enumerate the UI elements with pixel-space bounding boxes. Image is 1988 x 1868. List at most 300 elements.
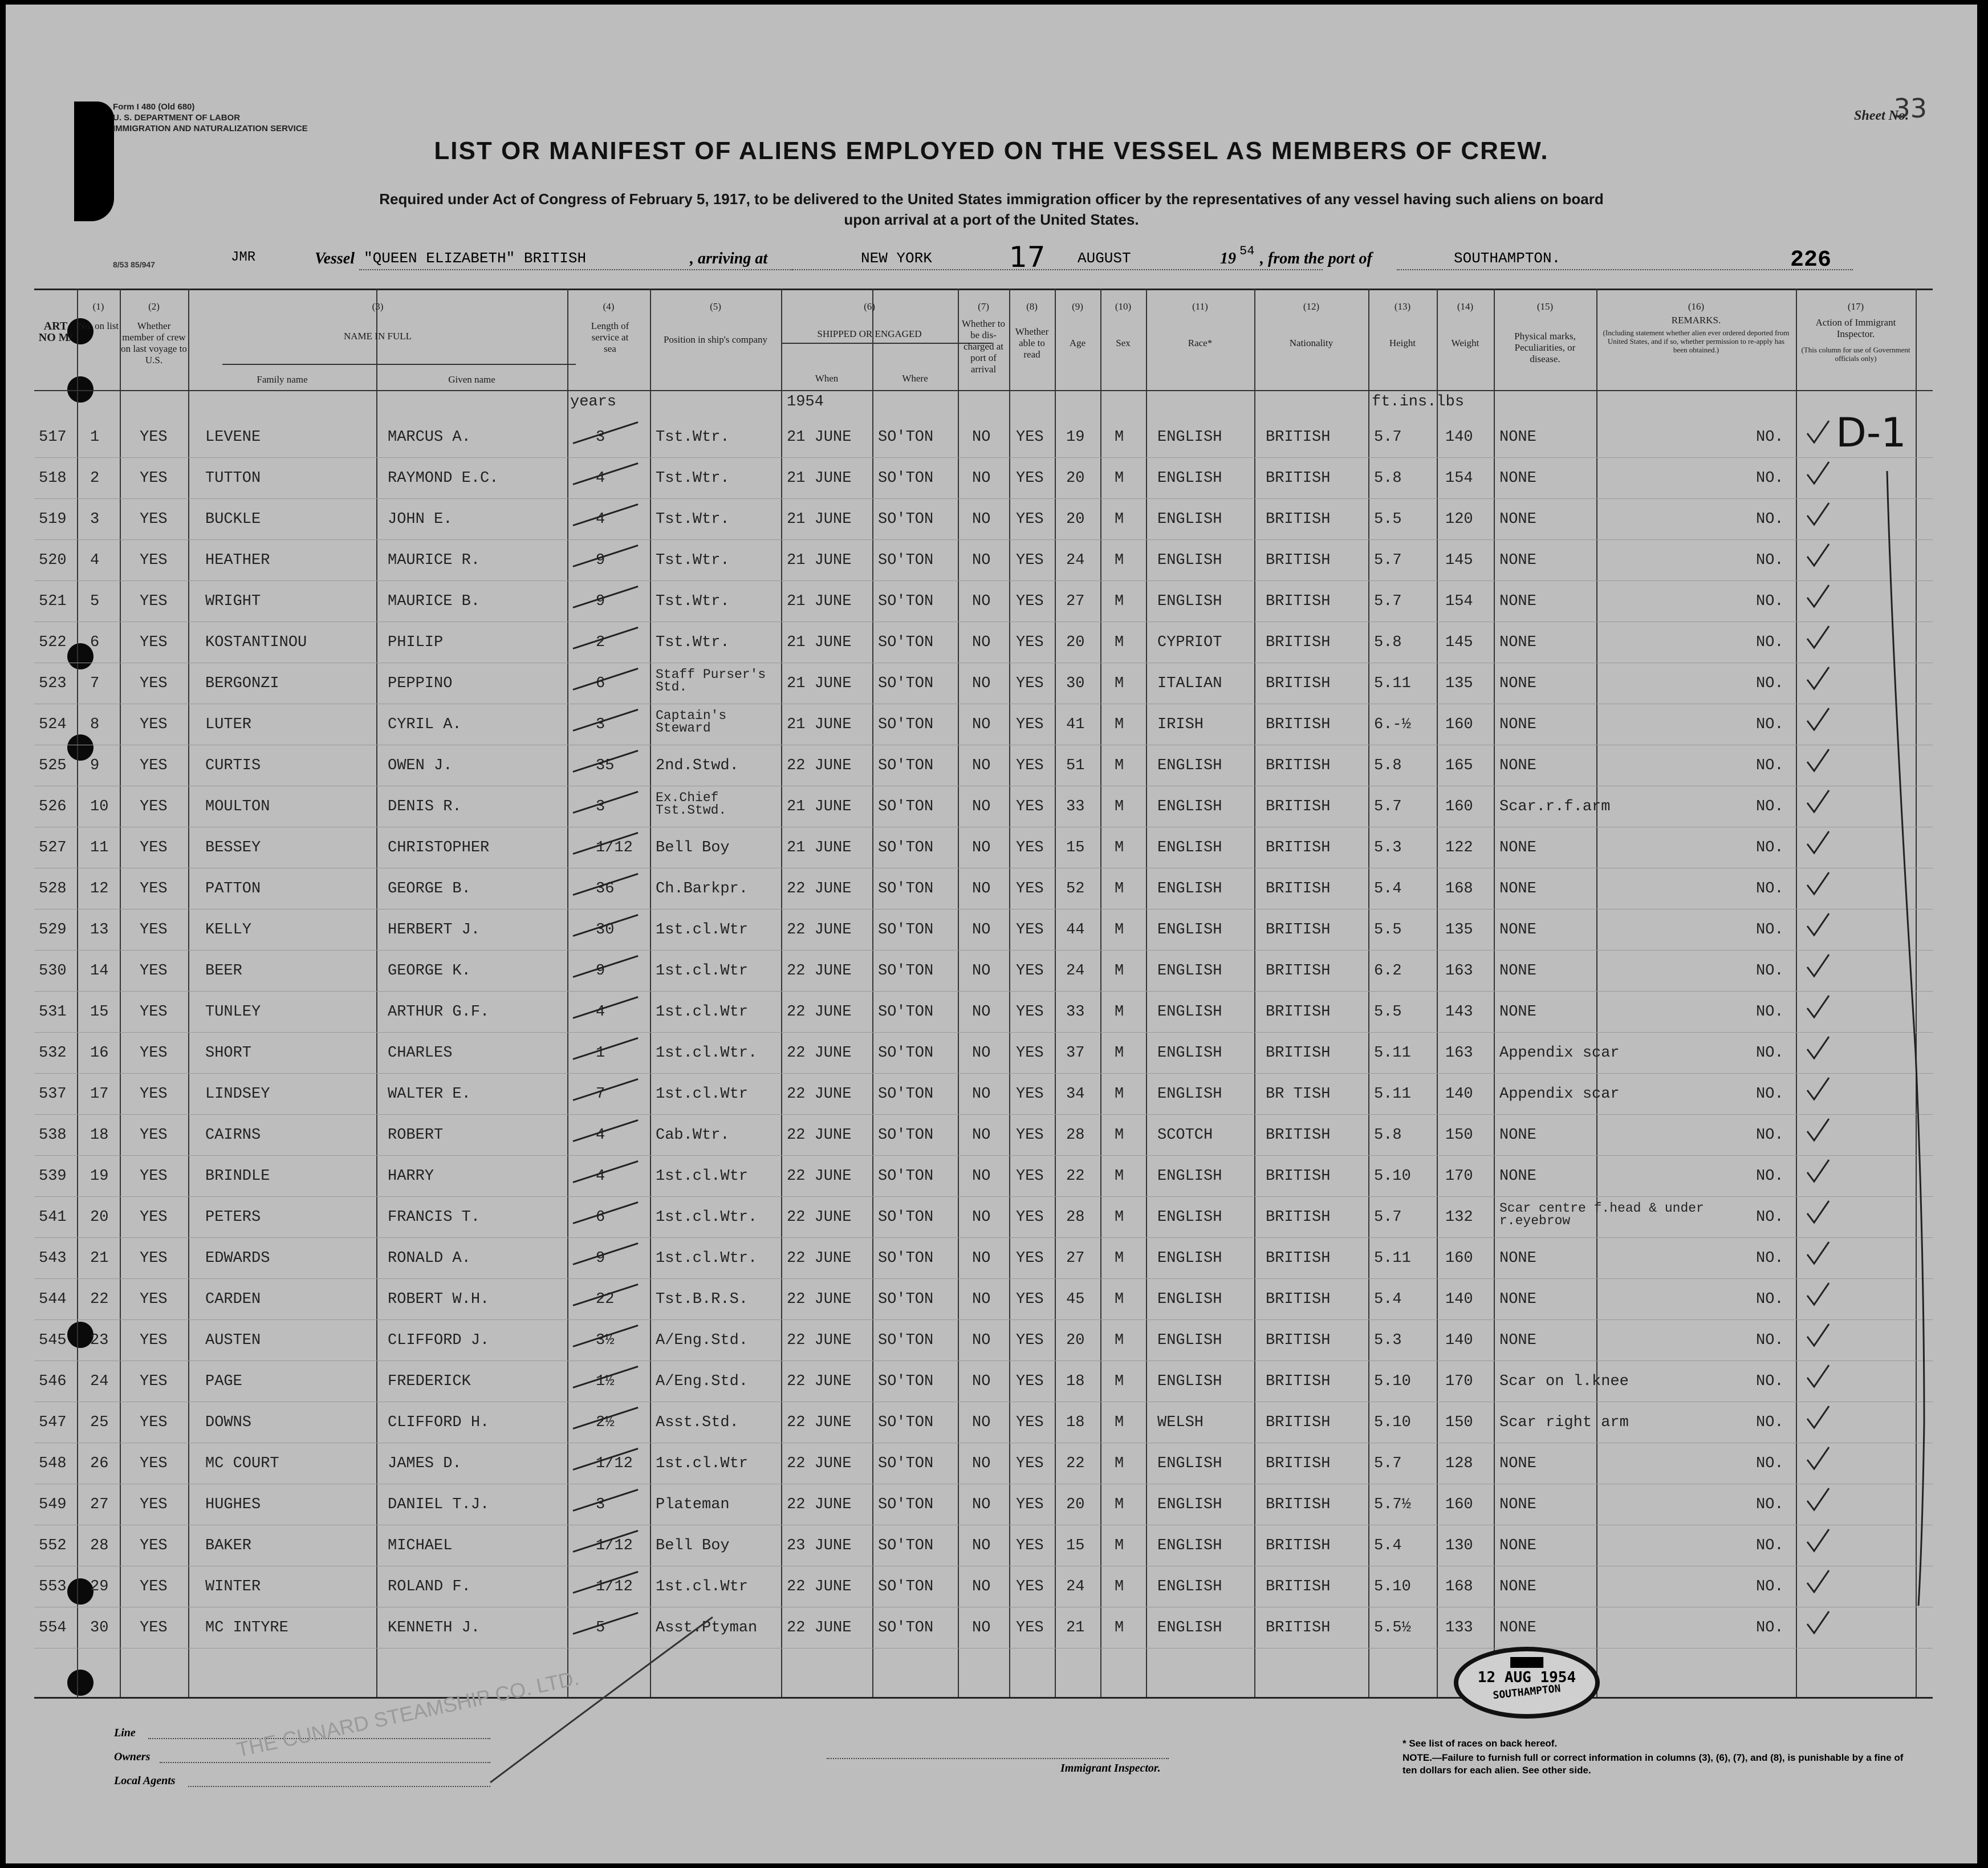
- cell-remarks: NO.: [1756, 675, 1784, 692]
- cell-remarks: NO.: [1756, 511, 1784, 528]
- cell-height: 5.11: [1374, 1086, 1411, 1103]
- cell-age: 18: [1066, 1373, 1085, 1390]
- cell-remarks: NO.: [1756, 716, 1784, 733]
- cell-able-to-read: YES: [1016, 1496, 1044, 1513]
- cell-list-no: 5: [90, 593, 100, 610]
- cell-physical-marks: Scar.r.f.arm: [1499, 798, 1611, 815]
- cell-shipped-when: 22 JUNE: [787, 1127, 852, 1144]
- year-suffix: 54: [1239, 244, 1255, 258]
- cell-able-to-read: YES: [1016, 1127, 1044, 1144]
- cell-sex: M: [1115, 429, 1124, 446]
- cell-weight: 163: [1445, 963, 1473, 980]
- cell-position: Bell Boy: [656, 839, 730, 856]
- check-mark-icon: [1807, 1160, 1829, 1181]
- cell-length-of-service: 4: [596, 1168, 605, 1185]
- sheet-number: 33: [1893, 93, 1927, 124]
- cell-position: 1st.cl.Wtr: [656, 963, 749, 980]
- cell-family-name: WRIGHT: [205, 593, 261, 610]
- cell-physical-marks: NONE: [1499, 675, 1536, 692]
- cell-list-no: 29: [90, 1578, 109, 1595]
- table-row: [34, 950, 1933, 992]
- cell-shipped-where: SO'TON: [878, 1619, 934, 1636]
- cell-position: Tst.Wtr.: [656, 511, 730, 528]
- cell-position: 1st.cl.Wtr: [656, 1455, 749, 1472]
- cell-age: 19: [1066, 429, 1085, 446]
- cell-list-no: 4: [90, 552, 100, 569]
- cell-age: 24: [1066, 1578, 1085, 1595]
- cell-sex: M: [1115, 1537, 1124, 1554]
- cell-shipped-where: SO'TON: [878, 1209, 934, 1226]
- cell-physical-marks: NONE: [1499, 593, 1536, 610]
- form-service: IMMIGRATION AND NATURALIZATION SERVICE: [113, 124, 308, 133]
- cell-length-of-service: 2½: [596, 1414, 615, 1431]
- cell-crew-last-voyage: YES: [140, 963, 168, 980]
- cell-given-name: MAURICE R.: [388, 552, 481, 569]
- cell-discharged: NO: [972, 675, 991, 692]
- cell-physical-marks: NONE: [1499, 429, 1536, 446]
- cell-sex: M: [1115, 1209, 1124, 1226]
- cell-race: ENGLISH: [1157, 511, 1222, 528]
- cell-shipped-when: 21 JUNE: [787, 675, 852, 692]
- cell-height: 5.7: [1374, 552, 1402, 569]
- cell-length-of-service: 4: [596, 511, 605, 528]
- header-able-to-read: Whether able to read: [1015, 326, 1049, 360]
- cell-weight: 130: [1445, 1537, 1473, 1554]
- cell-crew-last-voyage: YES: [140, 1537, 168, 1554]
- cell-age: 20: [1066, 470, 1085, 487]
- cell-age: 33: [1066, 1004, 1085, 1021]
- cell-physical-marks: NONE: [1499, 1619, 1536, 1636]
- sheet-label: Sheet No.: [1854, 108, 1909, 123]
- cell-list-no: 27: [90, 1496, 109, 1513]
- table-row: [34, 1319, 1933, 1361]
- header-4-num: (4): [603, 301, 615, 312]
- cell-nationality: BRITISH: [1266, 593, 1331, 610]
- cell-nationality: BRITISH: [1266, 1209, 1331, 1226]
- cell-position: Tst.Wtr.: [656, 634, 730, 651]
- cell-able-to-read: YES: [1016, 798, 1044, 815]
- cell-shipped-when: 23 JUNE: [787, 1537, 852, 1554]
- cell-race: ENGLISH: [1157, 470, 1222, 487]
- cell-length-of-service: 1½: [596, 1373, 615, 1390]
- cell-sex: M: [1115, 634, 1124, 651]
- cell-nationality: BRITISH: [1266, 1045, 1331, 1062]
- cell-sex: M: [1115, 1496, 1124, 1513]
- cell-nationality: BRITISH: [1266, 1373, 1331, 1390]
- cell-family-name: PETERS: [205, 1209, 261, 1226]
- cell-sex: M: [1115, 675, 1124, 692]
- cell-physical-marks: NONE: [1499, 963, 1536, 980]
- check-mark-icon: [1807, 1529, 1829, 1551]
- cell-crew-last-voyage: YES: [140, 675, 168, 692]
- table-row: [34, 909, 1933, 951]
- check-mark-icon: [1807, 749, 1829, 771]
- cell-family-name: CAIRNS: [205, 1127, 261, 1144]
- cell-length-of-service: 3: [596, 798, 605, 815]
- check-mark-icon: [1807, 1201, 1829, 1223]
- footer-line-label: Line: [114, 1727, 136, 1739]
- cell-family-name: BERGONZI: [205, 675, 279, 692]
- cell-sex: M: [1115, 1086, 1124, 1103]
- cell-race: ENGLISH: [1157, 1045, 1222, 1062]
- cell-position: A/Eng.Std.: [656, 1373, 749, 1390]
- cell-family-name: BESSEY: [205, 839, 261, 856]
- cell-list-no: 25: [90, 1414, 109, 1431]
- cell-position: Staff Purser's Std.: [656, 667, 766, 695]
- cell-remarks: NO.: [1756, 798, 1784, 815]
- cell-family-name: TUNLEY: [205, 1004, 261, 1021]
- cell-race: ENGLISH: [1157, 1332, 1222, 1349]
- cell-height: 5.10: [1374, 1373, 1411, 1390]
- cell-family-name: AUSTEN: [205, 1332, 261, 1349]
- cell-age: 20: [1066, 511, 1085, 528]
- cell-position: Tst.B.R.S.: [656, 1291, 749, 1308]
- cell-height: 5.3: [1374, 839, 1402, 856]
- cell-sex: M: [1115, 511, 1124, 528]
- header-weight: Weight: [1451, 338, 1479, 348]
- cell-weight: 170: [1445, 1373, 1473, 1390]
- cell-art-no: 547: [39, 1414, 67, 1431]
- cell-discharged: NO: [972, 839, 991, 856]
- cell-sex: M: [1115, 1168, 1124, 1185]
- cell-height: 5.7: [1374, 429, 1402, 446]
- cell-list-no: 18: [90, 1127, 109, 1144]
- cell-height: 6.2: [1374, 963, 1402, 980]
- cell-sex: M: [1115, 1373, 1124, 1390]
- cell-discharged: NO: [972, 470, 991, 487]
- cell-art-no: 548: [39, 1455, 67, 1472]
- cell-height: 5.7: [1374, 1209, 1402, 1226]
- cell-discharged: NO: [972, 1086, 991, 1103]
- cell-race: ENGLISH: [1157, 429, 1222, 446]
- cell-crew-last-voyage: YES: [140, 1250, 168, 1267]
- cell-remarks: NO.: [1756, 429, 1784, 446]
- cell-family-name: MC INTYRE: [205, 1619, 288, 1636]
- cell-given-name: GEORGE B.: [388, 880, 471, 898]
- cell-shipped-where: SO'TON: [878, 675, 934, 692]
- cell-crew-last-voyage: YES: [140, 921, 168, 939]
- cell-physical-marks: NONE: [1499, 1127, 1536, 1144]
- cell-length-of-service: 9: [596, 963, 605, 980]
- cell-race: ENGLISH: [1157, 963, 1222, 980]
- cell-shipped-where: SO'TON: [878, 921, 934, 939]
- cell-length-of-service: 30: [596, 921, 615, 939]
- cell-list-no: 2: [90, 470, 100, 487]
- cell-race: ENGLISH: [1157, 1168, 1222, 1185]
- cell-crew-last-voyage: YES: [140, 757, 168, 774]
- cell-physical-marks: NONE: [1499, 552, 1536, 569]
- cell-height: 5.10: [1374, 1578, 1411, 1595]
- cell-sex: M: [1115, 1619, 1124, 1636]
- cell-family-name: WINTER: [205, 1578, 261, 1595]
- cell-shipped-where: SO'TON: [878, 1578, 934, 1595]
- header-7-num: (7): [978, 301, 989, 312]
- cell-family-name: TUTTON: [205, 470, 261, 487]
- cell-position: Bell Boy: [656, 1537, 730, 1554]
- cell-family-name: HUGHES: [205, 1496, 261, 1513]
- cell-able-to-read: YES: [1016, 1619, 1044, 1636]
- cell-sex: M: [1115, 1414, 1124, 1431]
- check-mark-icon: [1807, 585, 1829, 607]
- cell-shipped-when: 21 JUNE: [787, 552, 852, 569]
- cell-list-no: 21: [90, 1250, 109, 1267]
- cell-physical-marks: NONE: [1499, 470, 1536, 487]
- check-mark-icon: [1807, 1078, 1829, 1099]
- cell-able-to-read: YES: [1016, 1291, 1044, 1308]
- cell-art-no: 552: [39, 1537, 67, 1554]
- cell-given-name: CYRIL A.: [388, 716, 462, 733]
- cell-race: ENGLISH: [1157, 1209, 1222, 1226]
- cell-crew-last-voyage: YES: [140, 1414, 168, 1431]
- cell-able-to-read: YES: [1016, 1414, 1044, 1431]
- cell-weight: 120: [1445, 511, 1473, 528]
- cell-able-to-read: YES: [1016, 839, 1044, 856]
- header-age: Age: [1069, 338, 1086, 348]
- cell-nationality: BRITISH: [1266, 921, 1331, 939]
- check-mark-icon: [1807, 503, 1829, 525]
- cell-shipped-when: 22 JUNE: [787, 921, 852, 939]
- cell-race: ENGLISH: [1157, 1496, 1222, 1513]
- cell-race: ENGLISH: [1157, 757, 1222, 774]
- cell-given-name: RONALD A.: [388, 1250, 471, 1267]
- table-row: [34, 745, 1933, 786]
- cell-age: 15: [1066, 1537, 1085, 1554]
- cell-nationality: BRITISH: [1266, 1578, 1331, 1595]
- cell-race: CYPRIOT: [1157, 634, 1222, 651]
- check-mark-icon: [1807, 1324, 1829, 1346]
- cell-length-of-service: 4: [596, 1127, 605, 1144]
- cell-art-no: 545: [39, 1332, 67, 1349]
- cell-nationality: BRITISH: [1266, 1537, 1331, 1554]
- cell-age: 33: [1066, 798, 1085, 815]
- cell-crew-last-voyage: YES: [140, 1086, 168, 1103]
- cell-shipped-where: SO'TON: [878, 1250, 934, 1267]
- cell-given-name: JAMES D.: [388, 1455, 462, 1472]
- vessel-label: Vessel: [315, 250, 355, 267]
- cell-age: 52: [1066, 880, 1085, 898]
- cell-shipped-where: SO'TON: [878, 1086, 934, 1103]
- cell-given-name: MICHAEL: [388, 1537, 453, 1554]
- cell-crew-last-voyage: YES: [140, 552, 168, 569]
- cell-race: ENGLISH: [1157, 1291, 1222, 1308]
- cell-physical-marks: NONE: [1499, 1496, 1536, 1513]
- cell-length-of-service: 1/12: [596, 1537, 633, 1554]
- check-mark-icon: [1807, 1570, 1829, 1592]
- cell-nationality: BRITISH: [1266, 1127, 1331, 1144]
- cell-discharged: NO: [972, 1127, 991, 1144]
- cell-nationality: BRITISH: [1266, 839, 1331, 856]
- cell-race: ENGLISH: [1157, 1537, 1222, 1554]
- cell-weight: 132: [1445, 1209, 1473, 1226]
- cell-given-name: ROBERT: [388, 1127, 444, 1144]
- cell-remarks: NO.: [1756, 1250, 1784, 1267]
- cell-race: ENGLISH: [1157, 1004, 1222, 1021]
- header-discharged: Whether to be dis-charged at port of arrival: [962, 318, 1005, 375]
- cell-age: 24: [1066, 552, 1085, 569]
- cell-given-name: PHILIP: [388, 634, 444, 651]
- cell-shipped-when: 22 JUNE: [787, 1496, 852, 1513]
- cell-art-no: 532: [39, 1045, 67, 1062]
- arrival-day: 17: [1009, 241, 1046, 274]
- cell-crew-last-voyage: YES: [140, 1291, 168, 1308]
- cell-remarks: NO.: [1756, 1537, 1784, 1554]
- cell-art-no: 546: [39, 1373, 67, 1390]
- cell-remarks: NO.: [1756, 593, 1784, 610]
- port-stamp: [1454, 1647, 1600, 1719]
- cell-given-name: MAURICE B.: [388, 593, 481, 610]
- cell-height: 5.8: [1374, 1127, 1402, 1144]
- cell-crew-last-voyage: YES: [140, 1496, 168, 1513]
- cell-race: IRISH: [1157, 716, 1204, 733]
- table-row: [34, 539, 1933, 581]
- cell-given-name: WALTER E.: [388, 1086, 471, 1103]
- check-mark-icon: [1807, 1611, 1829, 1633]
- header-remarks: REMARKS.: [1671, 315, 1721, 326]
- cell-shipped-when: 22 JUNE: [787, 1209, 852, 1226]
- header-physical-marks: Physical marks, Peculiarities, or disease.: [1514, 331, 1576, 364]
- cell-shipped-where: SO'TON: [878, 1168, 934, 1185]
- cell-discharged: NO: [972, 634, 991, 651]
- check-mark-icon: [1807, 790, 1829, 812]
- table-row: [34, 1073, 1933, 1115]
- check-mark-icon: [1807, 913, 1829, 935]
- check-mark-icon: [1807, 667, 1829, 689]
- cell-length-of-service: 1: [596, 1045, 605, 1062]
- cell-height: 5.11: [1374, 1250, 1411, 1267]
- service-unit: years: [570, 393, 617, 411]
- cell-position: Tst.Wtr.: [656, 593, 730, 610]
- cell-discharged: NO: [972, 511, 991, 528]
- header-17-num: (17): [1847, 301, 1864, 312]
- check-mark-icon: [1807, 1488, 1829, 1510]
- cell-given-name: FREDERICK: [388, 1373, 471, 1390]
- cell-able-to-read: YES: [1016, 1045, 1044, 1062]
- table-row: [34, 1155, 1933, 1197]
- cell-physical-marks: NONE: [1499, 511, 1536, 528]
- form-identifier: [113, 101, 308, 134]
- cell-art-no: 526: [39, 798, 67, 815]
- cell-position: 1st.cl.Wtr.: [656, 1045, 758, 1062]
- cell-shipped-where: SO'TON: [878, 1045, 934, 1062]
- cell-discharged: NO: [972, 1332, 991, 1349]
- header-family-name: Family name: [257, 374, 308, 385]
- cell-length-of-service: 4: [596, 470, 605, 487]
- manifest-number: 226: [1790, 247, 1832, 273]
- cell-age: 27: [1066, 1250, 1085, 1267]
- cell-shipped-when: 22 JUNE: [787, 1578, 852, 1595]
- inspector-check-marks: [1802, 397, 1927, 1697]
- cell-height: 5.7½: [1374, 1496, 1411, 1513]
- cell-shipped-when: 22 JUNE: [787, 880, 852, 898]
- header-12-num: (12): [1303, 301, 1320, 312]
- cell-art-no: 528: [39, 880, 67, 898]
- cell-crew-last-voyage: YES: [140, 634, 168, 651]
- cell-nationality: BRITISH: [1266, 880, 1331, 898]
- cell-age: 41: [1066, 716, 1085, 733]
- cell-physical-marks: NONE: [1499, 921, 1536, 939]
- form-number: Form I 480 (Old 680): [113, 102, 195, 112]
- cell-age: 20: [1066, 634, 1085, 651]
- cell-discharged: NO: [972, 1373, 991, 1390]
- cell-weight: 140: [1445, 1086, 1473, 1103]
- inspector-signature-label: Immigrant Inspector.: [1060, 1762, 1161, 1774]
- cell-art-no: 523: [39, 675, 67, 692]
- cell-weight: 168: [1445, 880, 1473, 898]
- cell-remarks: NO.: [1756, 552, 1784, 569]
- cell-age: 30: [1066, 675, 1085, 692]
- cell-position: Tst.Wtr.: [656, 429, 730, 446]
- cell-able-to-read: YES: [1016, 1004, 1044, 1021]
- cell-able-to-read: YES: [1016, 552, 1044, 569]
- table-row: [34, 1196, 1933, 1238]
- cell-list-no: 23: [90, 1332, 109, 1349]
- cell-able-to-read: YES: [1016, 429, 1044, 446]
- cell-length-of-service: 6: [596, 1209, 605, 1226]
- cell-remarks: NO.: [1756, 1127, 1784, 1144]
- cell-discharged: NO: [972, 593, 991, 610]
- cell-remarks: NO.: [1756, 921, 1784, 939]
- cell-physical-marks: Appendix scar: [1499, 1045, 1620, 1062]
- cell-physical-marks: NONE: [1499, 839, 1536, 856]
- cell-remarks: NO.: [1756, 1004, 1784, 1021]
- cell-given-name: RAYMOND E.C.: [388, 470, 499, 487]
- table-row: [34, 663, 1933, 704]
- cell-height: 6.-½: [1374, 716, 1411, 733]
- cell-length-of-service: 1/12: [596, 839, 633, 856]
- cell-height: 5.8: [1374, 757, 1402, 774]
- cell-list-no: 17: [90, 1086, 109, 1103]
- cell-given-name: ROBERT W.H.: [388, 1291, 490, 1308]
- cell-length-of-service: 36: [596, 880, 615, 898]
- table-row: [34, 580, 1933, 622]
- cell-art-no: 519: [39, 511, 67, 528]
- cell-able-to-read: YES: [1016, 1086, 1044, 1103]
- manifest-sheet: [6, 5, 1977, 1863]
- cell-shipped-where: SO'TON: [878, 470, 934, 487]
- cell-length-of-service: 3½: [596, 1332, 615, 1349]
- inspector-annotation: D-1: [1836, 409, 1906, 456]
- cell-nationality: BRITISH: [1266, 429, 1331, 446]
- header-when: When: [815, 373, 839, 384]
- cell-nationality: BRITISH: [1266, 1291, 1331, 1308]
- cell-nationality: BRITISH: [1266, 1496, 1331, 1513]
- cell-art-no: 520: [39, 552, 67, 569]
- table-row: [34, 622, 1933, 663]
- header-1-num: (1): [92, 301, 104, 312]
- cell-art-no: 527: [39, 839, 67, 856]
- cell-height: 5.7: [1374, 798, 1402, 815]
- cell-given-name: HARRY: [388, 1168, 434, 1185]
- cell-physical-marks: NONE: [1499, 880, 1536, 898]
- cell-family-name: CURTIS: [205, 757, 261, 774]
- cell-art-no: 537: [39, 1086, 67, 1103]
- cell-height: 5.10: [1374, 1168, 1411, 1185]
- header-length-of-service: Length of service at sea: [591, 320, 629, 354]
- cell-discharged: NO: [972, 1496, 991, 1513]
- cell-discharged: NO: [972, 921, 991, 939]
- cell-remarks: NO.: [1756, 1291, 1784, 1308]
- cell-crew-last-voyage: YES: [140, 716, 168, 733]
- cell-family-name: BEER: [205, 963, 242, 980]
- cell-nationality: BRITISH: [1266, 1619, 1331, 1636]
- cell-age: 21: [1066, 1619, 1085, 1636]
- cell-nationality: BRITISH: [1266, 1168, 1331, 1185]
- cell-weight: 154: [1445, 470, 1473, 487]
- cell-height: 5.8: [1374, 470, 1402, 487]
- cell-weight: 133: [1445, 1619, 1473, 1636]
- cell-art-no: 553: [39, 1578, 67, 1595]
- cell-shipped-where: SO'TON: [878, 716, 934, 733]
